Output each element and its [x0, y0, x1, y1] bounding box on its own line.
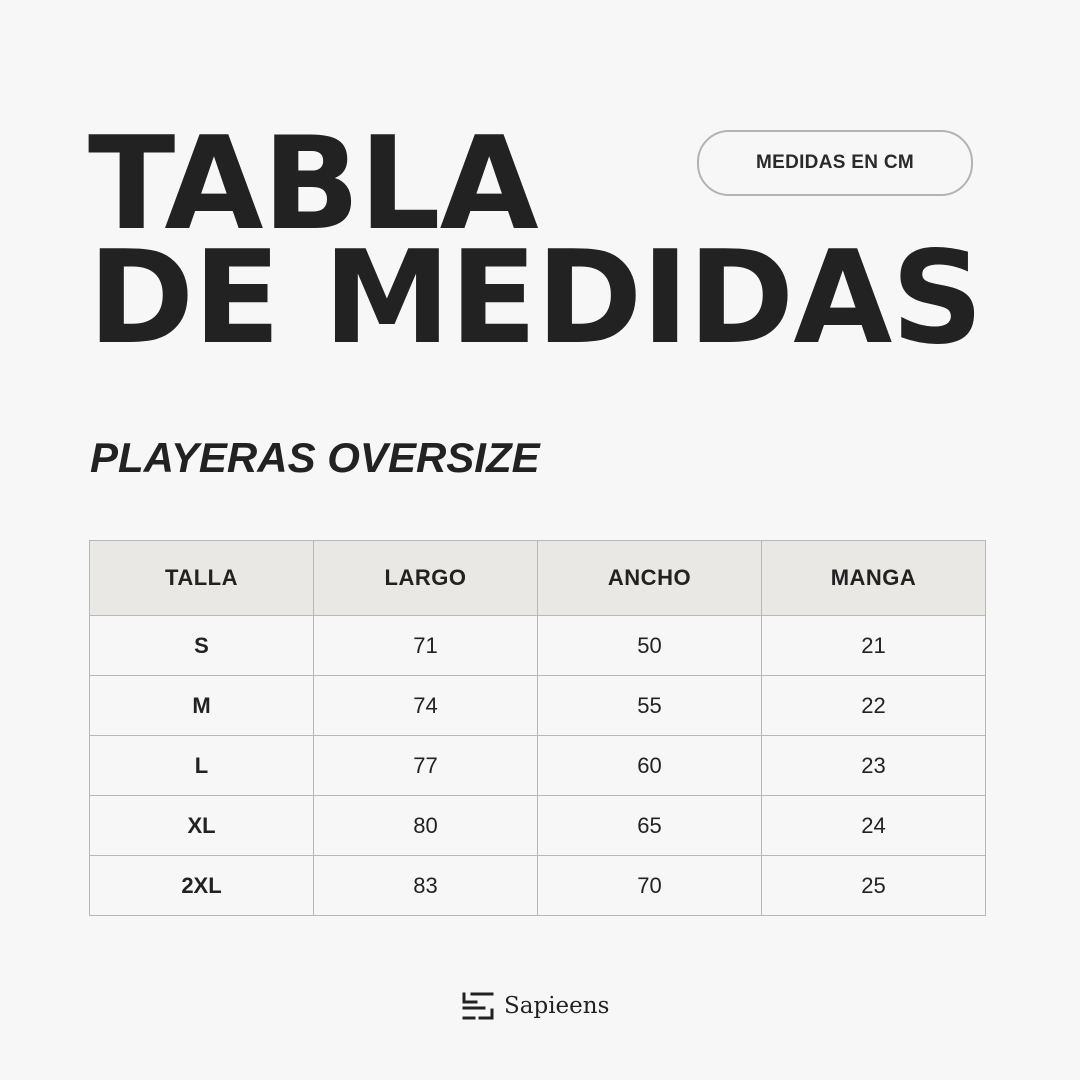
manga-cell: 21 — [762, 616, 986, 676]
largo-cell: 77 — [314, 736, 538, 796]
size-cell: S — [90, 616, 314, 676]
table-row — [90, 676, 986, 736]
largo-cell: 80 — [314, 796, 538, 856]
size-table — [89, 540, 986, 916]
manga-cell: 24 — [762, 796, 986, 856]
ancho-cell: 70 — [538, 856, 762, 916]
title-line-1: TABLA — [88, 110, 538, 259]
largo-cell: 74 — [314, 676, 538, 736]
header-largo: LARGO — [314, 541, 538, 616]
brand-logo — [462, 990, 609, 1022]
largo-cell: 83 — [314, 856, 538, 916]
brand-name: Sapieens — [504, 993, 610, 1019]
ancho-cell: 60 — [538, 736, 762, 796]
manga-cell: 23 — [762, 736, 986, 796]
header-manga: MANGA — [762, 541, 986, 616]
sapieens-logo-icon — [462, 990, 494, 1022]
header-talla: TALLA — [90, 541, 314, 616]
size-cell: 2XL — [90, 856, 314, 916]
product-subtitle: PLAYERAS OVERSIZE — [90, 434, 540, 481]
table-header-row — [90, 541, 986, 616]
table-row — [90, 736, 986, 796]
size-cell: L — [90, 736, 314, 796]
table-row — [90, 856, 986, 916]
title-line-2: DE MEDIDAS — [88, 224, 983, 373]
size-cell: XL — [90, 796, 314, 856]
manga-cell: 25 — [762, 856, 986, 916]
ancho-cell: 50 — [538, 616, 762, 676]
manga-cell: 22 — [762, 676, 986, 736]
ancho-cell: 65 — [538, 796, 762, 856]
table-row — [90, 616, 986, 676]
units-badge: MEDIDAS EN CM — [697, 130, 973, 196]
table-row — [90, 796, 986, 856]
header-ancho: ANCHO — [538, 541, 762, 616]
size-cell: M — [90, 676, 314, 736]
ancho-cell: 55 — [538, 676, 762, 736]
largo-cell: 71 — [314, 616, 538, 676]
